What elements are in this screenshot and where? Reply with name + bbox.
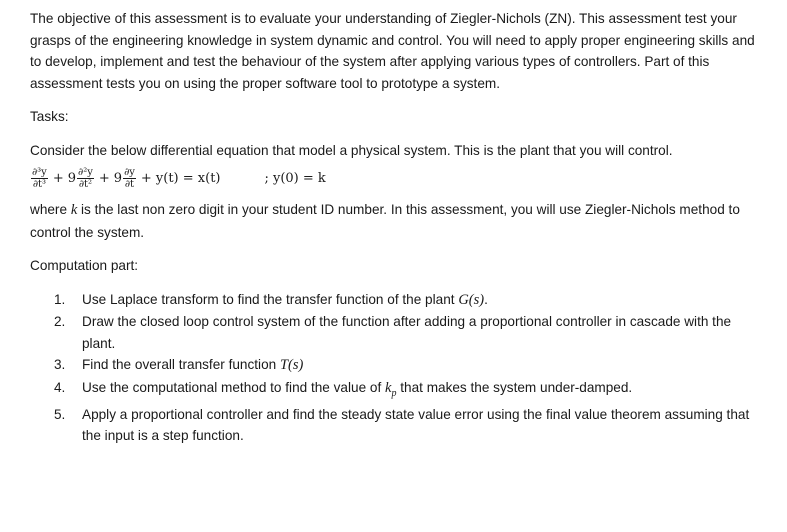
list-number: 3. (54, 357, 66, 372)
coefficient-2: 9 (67, 170, 77, 186)
item-text: Use Laplace transform to find the transfer function of the plant (82, 291, 459, 307)
differential-equation (30, 161, 767, 195)
where-prefix: where (30, 202, 71, 217)
equation-rhs: + y(t) = x(t) (140, 170, 221, 186)
consider-paragraph: Consider the below differential equation that model a physical system. This is the plant that you will control. (30, 142, 673, 158)
list-item (54, 289, 767, 312)
item-math: T(s) (279, 357, 304, 373)
list-item (54, 311, 767, 354)
list-number: 4. (54, 379, 66, 395)
plus-sign-2: + (98, 170, 110, 186)
item-text-end: that makes the system under-damped. (396, 379, 633, 395)
intro-paragraph: The objective of this assessment is to evaluate your understanding of Ziegler-Nichols (ZN). This assessment test your grasps of the engineering knowledge in system dynamic and control. You will need to apply proper engineering skills and to develop, implement and test the behaviour of the system after applying various types of controllers. Part of this assessment tests you on using the proper software tool to prototype a system. (30, 11, 755, 91)
tasks-heading: Tasks: (30, 109, 69, 124)
coefficient-3: 9 (113, 170, 123, 186)
term1-denominator: ∂t³ (32, 178, 47, 190)
list-number: 1. (54, 291, 66, 307)
list-item (54, 377, 767, 404)
list-item (54, 404, 767, 447)
item-text: Draw the closed loop control system of the function after adding a proportional controller in cascade with the plant. (82, 314, 732, 351)
item-text-end: . (484, 291, 488, 307)
item-math: G(s) (458, 291, 485, 308)
term3-numerator: ∂y (124, 166, 135, 178)
where-k-symbol: k (70, 202, 78, 218)
term3-fraction (123, 167, 136, 190)
term1-numerator: ∂³y (32, 166, 47, 178)
term2-fraction (77, 167, 94, 190)
item-text: Find the overall transfer function (82, 357, 280, 372)
where-suffix: is the last non zero digit in your student ID number. In this assessment, you will use Ziegler-Nichols method to control the system. (30, 202, 740, 240)
task-list (30, 289, 767, 447)
where-paragraph (30, 199, 767, 243)
plus-sign-1: + (52, 170, 64, 186)
item-math-kp (385, 379, 397, 399)
term2-numerator: ∂²y (78, 166, 93, 178)
list-number: 2. (54, 314, 66, 329)
list-item (54, 354, 767, 377)
kp-subscript: p (391, 387, 397, 399)
term3-denominator: ∂t (124, 178, 135, 190)
kp-base: k (385, 379, 392, 396)
term1-fraction (31, 167, 48, 190)
computation-heading: Computation part: (30, 258, 139, 273)
item-text: Use the computational method to find the value of (82, 379, 386, 395)
term2-denominator: ∂t² (78, 178, 93, 190)
initial-condition: ; y(0) = k (264, 170, 326, 186)
item-text: Apply a proportional controller and find the steady state value error using the final value theorem assuming that the input is a step function. (82, 406, 750, 444)
list-number: 5. (54, 406, 66, 422)
